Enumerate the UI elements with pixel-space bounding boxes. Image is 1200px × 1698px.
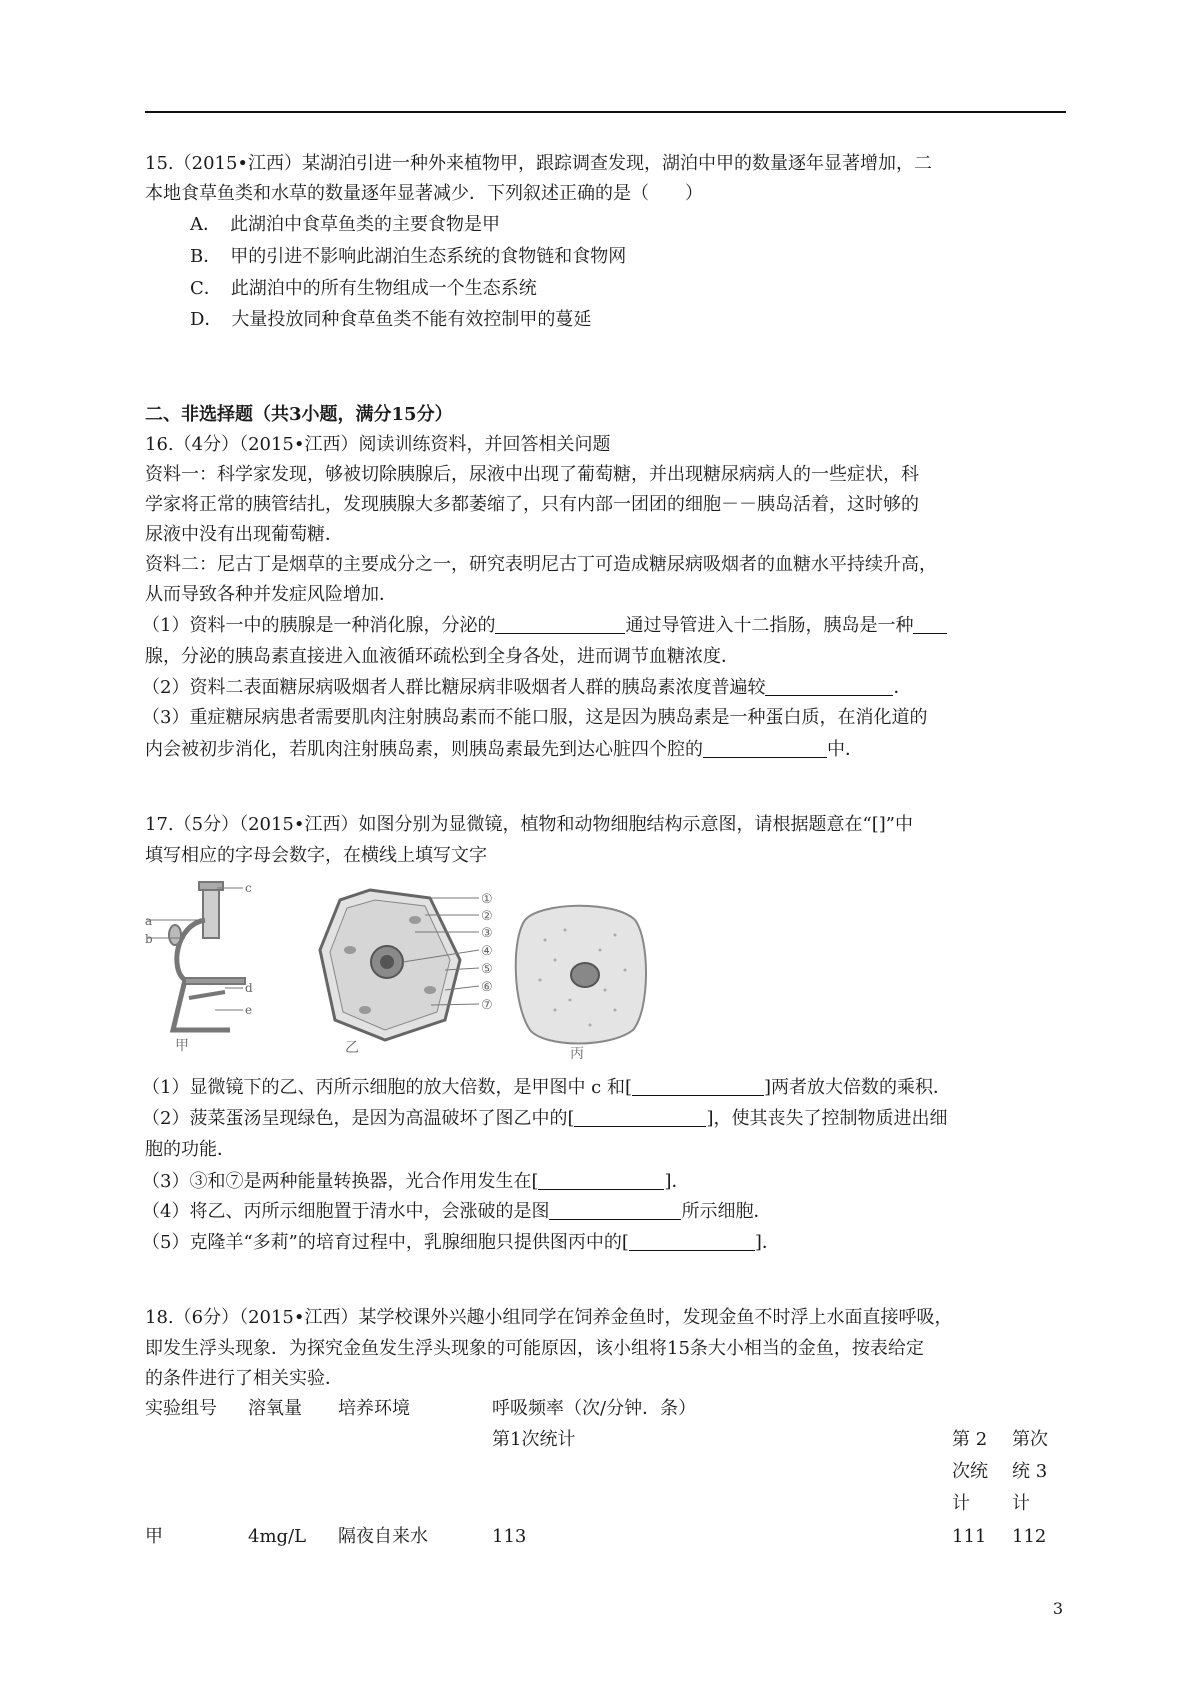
answer-blank[interactable] (549, 1201, 681, 1220)
section-heading: 二、非选择题（共3小题，满分15分） (145, 404, 453, 425)
q17-sub4: （4）将乙、丙所示细胞置于清水中，会涨破的是图 所示细胞． (142, 1201, 772, 1222)
table-row-count3: 112 (1012, 1526, 1047, 1547)
label-d: d (245, 981, 253, 995)
q16-title: 16.（4分）（2015•江西）阅读训练资料，并回答相关问题 (145, 434, 611, 455)
q17-sub2-line2: 胞的功能． (145, 1139, 235, 1160)
q16-material1-line3: 尿液中没有出现葡萄糖． (145, 524, 343, 545)
label-6: ⑥ (481, 980, 493, 995)
q16-sub3-line2: 内会被初步消化，若肌肉注射胰岛素，则胰岛素最先到达心脏四个腔的 中． (145, 739, 863, 760)
answer-blank[interactable] (703, 739, 827, 758)
answer-blank[interactable] (632, 1077, 764, 1096)
q17-sub2-line1: （2）菠菜蛋汤呈现绿色，是因为高温破坏了图乙中的[ ]，使其丧失了控制物质进出细 (142, 1108, 948, 1129)
table-subheader-count2-l1: 第 2 (952, 1429, 988, 1450)
label-7: ⑦ (481, 998, 493, 1013)
label-4: ④ (481, 944, 493, 959)
table-subheader-count1: 第1次统计 (492, 1429, 576, 1450)
q16-sub3-line1: （3）重症糖尿病患者需要肌肉注射胰岛素而不能口服，这是因为胰岛素是一种蛋白质，在消化道的 (142, 707, 928, 728)
q17-sub5: （5）克隆羊“多莉”的培育过程中，乳腺细胞只提供图丙中的[ ]． (142, 1232, 780, 1253)
q17-sub1: （1）显微镜下的乙、丙所示细胞的放大倍数，是甲图中 c 和[ ]两者放大倍数的乘积． (142, 1077, 952, 1098)
table-header-respiration: 呼吸频率（次/分钟．条） (492, 1398, 697, 1419)
header-rule (145, 111, 1066, 113)
q15-option-a: A． 此湖泊中食草鱼类的主要食物是甲 (190, 214, 500, 235)
label-a: a (145, 914, 153, 928)
label-2: ② (481, 909, 493, 924)
q17-sub3: （3）③和⑦是两种能量转换器，光合作用发生在[ ]． (142, 1171, 690, 1192)
label-1: ① (481, 892, 493, 907)
answer-blank[interactable] (765, 677, 893, 696)
table-row-count2: 111 (952, 1526, 987, 1547)
label-c: c (245, 881, 252, 895)
page-number: 3 (1052, 1599, 1063, 1618)
label-bing: 丙 (570, 1046, 584, 1060)
animal-cell-diagram (516, 906, 646, 1044)
answer-blank[interactable] (913, 615, 947, 634)
table-header-environment: 培养环境 (338, 1398, 410, 1419)
table-row-oxygen: 4mg/L (248, 1526, 307, 1547)
q16-material2-line2: 从而导致各种并发症风险增加． (145, 584, 397, 605)
table-subheader-count3-l1: 第次 (1012, 1429, 1048, 1450)
label-yi: 乙 (345, 1040, 359, 1056)
q18-line1: 18.（6分）（2015•江西）某学校课外兴趣小组同学在饲养金鱼时，发现金鱼不时浮上水面直接呼吸， (145, 1307, 953, 1328)
table-row-environment: 隔夜自来水 (338, 1526, 428, 1547)
q15-stem-line1: 15.（2015•江西）某湖泊引进一种外来植物甲，跟踪调查发现，湖泊中甲的数量逐年显著增加，二 (145, 153, 933, 174)
table-subheader-count2-l2: 次统 (952, 1461, 988, 1482)
label-jia: 甲 (175, 1038, 189, 1054)
table-row-group: 甲 (145, 1526, 163, 1547)
answer-blank[interactable] (538, 1171, 664, 1190)
answer-blank[interactable] (629, 1232, 755, 1251)
q18-line2: 即发生浮头现象．为探究金鱼发生浮头现象的可能原因，该小组将15条大小相当的金鱼，按表给定 (145, 1338, 924, 1359)
table-header-oxygen: 溶氧量 (248, 1398, 302, 1419)
label-b: b (145, 932, 153, 946)
q18-line3: 的条件进行了相关实验． (145, 1368, 343, 1389)
answer-blank[interactable] (495, 615, 625, 634)
table-subheader-count3-l2: 统 3 (1012, 1461, 1048, 1482)
q17-title-line1: 17.（5分）（2015•江西）如图分别为显微镜，植物和动物细胞结构示意图，请根据题意在“[]”中 (145, 814, 913, 835)
q16-material1-line2: 学家将正常的胰管结扎，发现胰腺大多都萎缩了，只有内部一团团的细胞－－胰岛活着，这时够的 (145, 494, 919, 515)
q17-title-line2: 填写相应的字母会数字，在横线上填写文字 (145, 845, 487, 866)
table-row-count1: 113 (492, 1526, 527, 1547)
table-subheader-count2-l3: 计 (952, 1493, 970, 1514)
q16-material1-line1: 资料一：科学家发现，够被切除胰腺后，尿液中出现了葡萄糖，并出现糖尿病病人的一些症状，科 (145, 464, 919, 485)
q16-sub1-line2: 腺，分泌的胰岛素直接进入血液循环疏松到全身各处，进而调节血糖浓度． (145, 646, 739, 667)
q15-option-b: B． 甲的引进不影响此湖泊生态系统的食物链和食物网 (190, 246, 627, 267)
microscope-diagram (147, 882, 245, 1030)
label-3: ③ (481, 926, 493, 941)
q16-sub2: （2）资料二表面糖尿病吸烟者人群比糖尿病非吸烟者人群的胰岛素浓度普遍较 ． (142, 677, 912, 698)
q15-stem-line2: 本地食草鱼类和水草的数量逐年显著减少．下列叙述正确的是（ ） (145, 183, 703, 204)
label-5: ⑤ (481, 962, 493, 977)
q16-sub1-line1: （1）资料一中的胰腺是一种消化腺，分泌的 通过导管进入十二指肠，胰岛是一种 (142, 614, 947, 638)
answer-blank[interactable] (574, 1108, 706, 1127)
plant-cell-diagram (320, 890, 479, 1040)
q16-material2-line1: 资料二：尼古丁是烟草的主要成分之一，研究表明尼古丁可造成糖尿病吸烟者的血糖水平持续升高， (145, 554, 937, 575)
cell-structure-figure (145, 880, 685, 1060)
q15-option-d: D． 大量投放同种食草鱼类不能有效控制甲的蔓延 (190, 309, 592, 330)
table-header-group: 实验组号 (145, 1398, 217, 1419)
table-subheader-count3-l3: 计 (1012, 1493, 1030, 1514)
q15-option-c: C． 此湖泊中的所有生物组成一个生态系统 (190, 278, 537, 299)
label-e: e (245, 1003, 253, 1017)
